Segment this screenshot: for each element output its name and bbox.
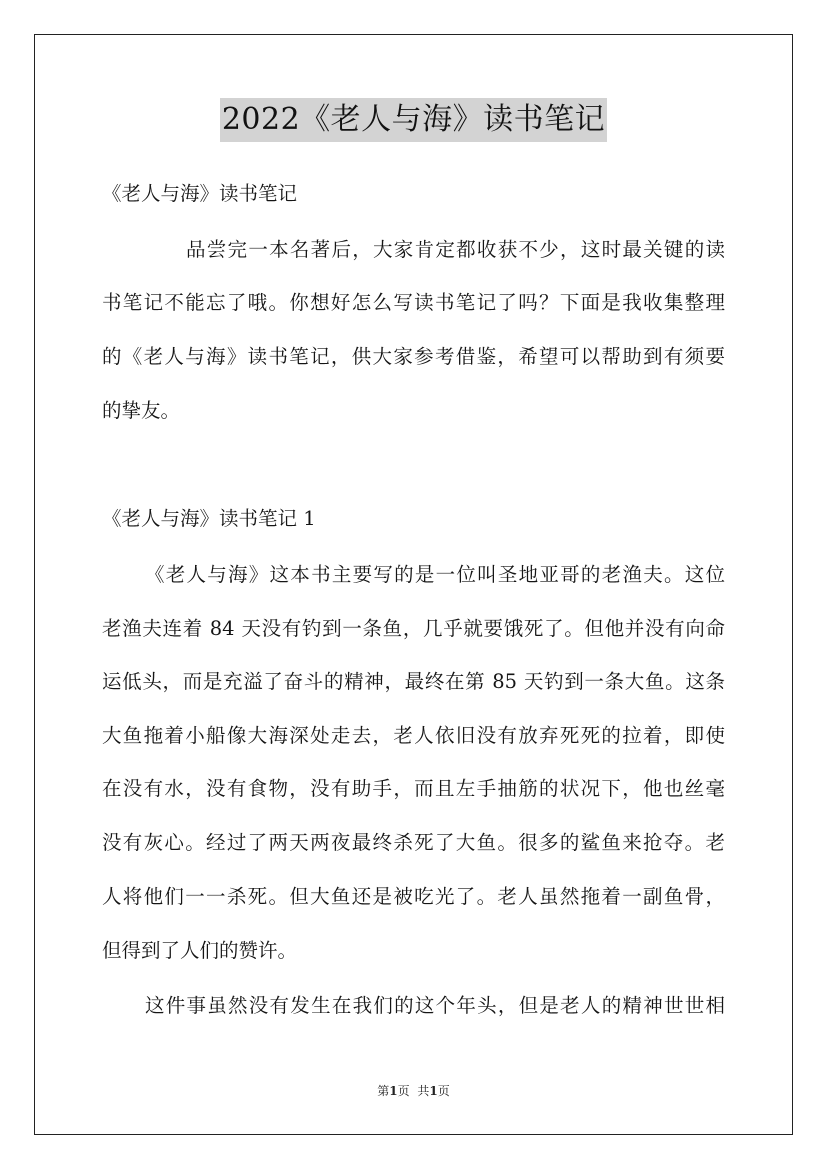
- footer-total-prefix: 共: [417, 1084, 430, 1098]
- document-subtitle: 《老人与海》读书笔记: [102, 182, 298, 205]
- footer-page-prefix: 第: [377, 1084, 390, 1098]
- intro-line-4: 的挚友。: [102, 399, 181, 422]
- intro-line-1: 品尝完一本名著后，大家肯定都收获不少，这时最关键的读: [186, 238, 725, 261]
- intro-line-2: 书笔记不能忘了哦。你想好怎么写读书笔记了吗？下面是我收集整理: [102, 291, 725, 314]
- intro-line-3: 的《老人与海》读书笔记，供大家参考借鉴，希望可以帮助到有须要: [102, 345, 725, 368]
- document-title: 2022《老人与海》读书笔记: [220, 98, 607, 142]
- footer-total-number: 1: [429, 1084, 438, 1098]
- footer-total-suffix: 页: [437, 1084, 450, 1098]
- page-footer: [0, 1082, 827, 1100]
- body-line-4: 大鱼拖着小船像大海深处走去，老人依旧没有放弃死死的拉着，即使: [102, 724, 725, 747]
- body-line-8: 但得到了人们的赞许。: [102, 939, 298, 962]
- footer-page-number: 1: [389, 1084, 398, 1098]
- body-line-3: 运低头，而是充溢了奋斗的精神，最终在第 85 天钓到一条大鱼。这条: [102, 670, 725, 693]
- body-line-5: 在没有水，没有食物，没有助手，而且左手抽筋的状况下，他也丝毫: [102, 777, 725, 800]
- body-line-1: 《老人与海》这本书主要写的是一位叫圣地亚哥的老渔夫。这位: [145, 563, 725, 586]
- footer-page-suffix: 页: [397, 1084, 410, 1098]
- body-line-6: 没有灰心。经过了两天两夜最终杀死了大鱼。很多的鲨鱼来抢夺。老: [102, 831, 725, 854]
- section-heading: 《老人与海》读书笔记 1: [102, 507, 316, 530]
- body-line-2: 老渔夫连着 84 天没有钓到一条鱼，几乎就要饿死了。但他并没有向命: [102, 617, 725, 640]
- body-line-7: 人将他们一一杀死。但大鱼还是被吃光了。老人虽然拖着一副鱼骨，: [102, 885, 725, 908]
- title-container: [0, 98, 827, 142]
- body-line-9: 这件事虽然没有发生在我们的这个年头，但是老人的精神世世相: [145, 994, 725, 1017]
